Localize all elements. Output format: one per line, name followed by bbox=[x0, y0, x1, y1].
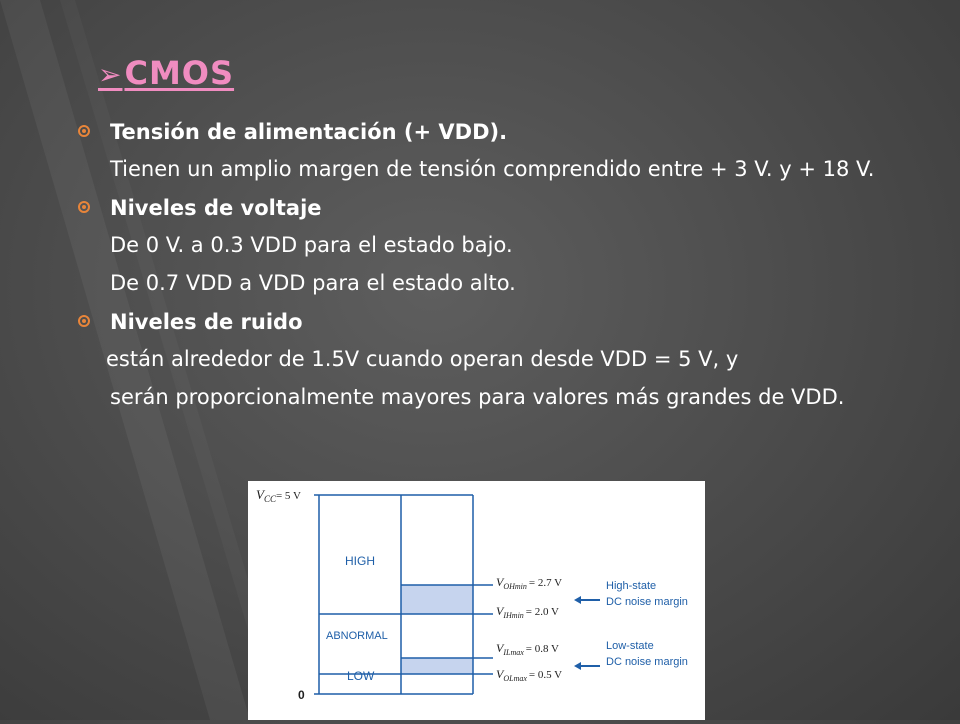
low-margin-label-2: DC noise margin bbox=[606, 656, 688, 668]
bullet-noise-levels: Niveles de ruido bbox=[78, 308, 918, 336]
vcc-label: $V_{CC}^{= 5 V}$ bbox=[256, 487, 301, 504]
arrow-bullet-icon: ➢ bbox=[98, 58, 123, 91]
region-abnormal: ABNORMAL bbox=[326, 630, 388, 642]
low-noise-band bbox=[401, 658, 473, 674]
bullet-voltage-levels: Niveles de voltaje bbox=[78, 194, 918, 222]
paragraph-voltage-range: Tienen un amplio margen de tensión comprendido entre + 3 V. y + 18 V. bbox=[110, 157, 875, 181]
slide-body bbox=[78, 118, 918, 422]
level-vohmin: $V_{OHmin} = 2.7$ V bbox=[496, 575, 563, 591]
slide-title bbox=[98, 54, 234, 92]
level-vihmin: $V_{IHmin} = 2.0$ V bbox=[496, 604, 559, 620]
bullet-power-supply: Tensión de alimentación (+ VDD). bbox=[78, 118, 918, 146]
low-margin-arrow-icon bbox=[574, 662, 600, 670]
title-text: CMOS bbox=[124, 54, 235, 92]
paragraph-noise-2: serán proporcionalmente mayores para valores más grandes de VDD. bbox=[110, 385, 845, 409]
high-margin-label-2: DC noise margin bbox=[606, 596, 688, 608]
circle-bullet-icon bbox=[78, 315, 90, 327]
level-volmax: $V_{OLmax} = 0.5$ V bbox=[496, 667, 563, 683]
high-margin-arrow-icon bbox=[574, 596, 600, 604]
low-margin-label-1: Low-state bbox=[606, 640, 654, 652]
region-high: HIGH bbox=[345, 554, 375, 568]
paragraph-high-state: De 0.7 VDD a VDD para el estado alto. bbox=[110, 271, 516, 295]
paragraph-noise-1: están alrededor de 1.5V cuando operan desde VDD = 5 V, y bbox=[106, 347, 739, 371]
high-margin-label-1: High-state bbox=[606, 580, 657, 592]
region-low: LOW bbox=[347, 669, 375, 683]
high-noise-band bbox=[401, 585, 473, 614]
noise-margin-diagram bbox=[248, 481, 705, 720]
circle-bullet-icon bbox=[78, 201, 90, 213]
circle-bullet-icon bbox=[78, 125, 90, 137]
zero-label: 0 bbox=[298, 688, 305, 702]
paragraph-low-state: De 0 V. a 0.3 VDD para el estado bajo. bbox=[110, 233, 513, 257]
level-vilmax: $V_{ILmax} = 0.8$ V bbox=[496, 641, 559, 657]
